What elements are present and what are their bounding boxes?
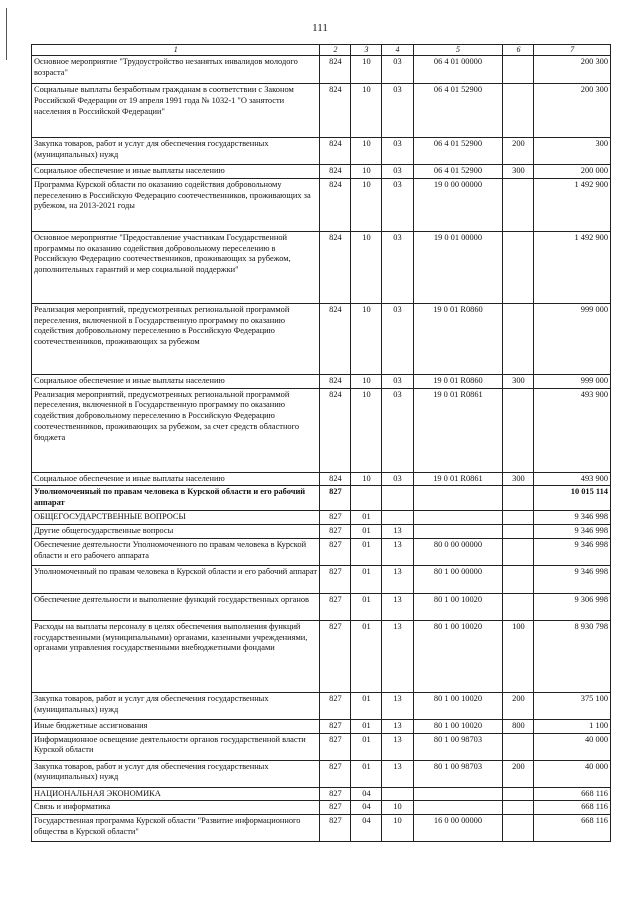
section-code-cell: 10 [351, 84, 382, 138]
budget-table [31, 44, 611, 842]
section-code-cell [351, 486, 382, 511]
expense-name-cell: Уполномоченный по правам человека в Курской области и его рабочий аппарат [32, 565, 320, 593]
expense-type-cell [503, 787, 534, 801]
subsection-code-cell: 03 [382, 165, 413, 179]
amount-cell: 40 000 [534, 733, 611, 760]
table-row [32, 692, 611, 719]
grbs-code-cell: 824 [320, 165, 351, 179]
expense-name-cell: Программа Курской области по оказанию содействия добровольному переселению в Российскую Федерацию соотечественников, проживающих за рубежом, на 2013-2021 годы [32, 178, 320, 231]
grbs-code-cell: 827 [320, 815, 351, 842]
amount-cell: 375 100 [534, 692, 611, 719]
target-article-cell: 16 0 00 00000 [413, 815, 503, 842]
subsection-code-cell: 03 [382, 56, 413, 84]
target-article-cell: 80 1 00 10020 [413, 719, 503, 733]
table-row [32, 303, 611, 374]
grbs-code-cell: 827 [320, 593, 351, 620]
table-row [32, 165, 611, 179]
section-code-cell: 01 [351, 525, 382, 539]
amount-cell: 9 346 998 [534, 538, 611, 565]
subsection-code-cell [382, 787, 413, 801]
expense-type-cell [503, 178, 534, 231]
section-code-cell: 01 [351, 692, 382, 719]
target-article-cell: 19 0 01 R0860 [413, 303, 503, 374]
table-row [32, 486, 611, 511]
expense-name-cell: Основное мероприятие "Трудоустройство незанятых инвалидов молодого возраста" [32, 56, 320, 84]
section-code-cell: 01 [351, 593, 382, 620]
target-article-cell: 19 0 00 00000 [413, 178, 503, 231]
subsection-code-cell: 13 [382, 565, 413, 593]
target-article-cell [413, 787, 503, 801]
table-row [32, 593, 611, 620]
expense-name-cell: Закупка товаров, работ и услуг для обеспечения государственных (муниципальных) нужд [32, 138, 320, 165]
amount-cell: 1 492 900 [534, 178, 611, 231]
left-margin-rule [6, 8, 7, 60]
table-row [32, 178, 611, 231]
expense-name-cell: НАЦИОНАЛЬНАЯ ЭКОНОМИКА [32, 787, 320, 801]
amount-cell: 493 900 [534, 388, 611, 472]
amount-cell: 8 930 798 [534, 620, 611, 692]
section-code-cell: 10 [351, 138, 382, 165]
expense-name-cell: Реализация мероприятий, предусмотренных региональной программой переселения, включенной в Государственную программу по оказанию содействия добровольному переселению в Российскую Федерацию соотечественников, проживающих за рубежом, за счет средств областного бюджета [32, 388, 320, 472]
table-row [32, 84, 611, 138]
expense-name-cell: Социальное обеспечение и иные выплаты населению [32, 165, 320, 179]
expense-type-cell: 800 [503, 719, 534, 733]
table-row [32, 801, 611, 815]
expense-type-cell [503, 486, 534, 511]
expense-type-cell [503, 538, 534, 565]
table-row [32, 787, 611, 801]
section-code-cell: 10 [351, 165, 382, 179]
table-row [32, 56, 611, 84]
grbs-code-cell: 827 [320, 692, 351, 719]
expense-name-cell: Иные бюджетные ассигнования [32, 719, 320, 733]
expense-name-cell: Закупка товаров, работ и услуг для обеспечения государственных (муниципальных) нужд [32, 692, 320, 719]
expense-type-cell [503, 801, 534, 815]
target-article-cell: 06 4 01 52900 [413, 84, 503, 138]
subsection-code-cell: 13 [382, 620, 413, 692]
target-article-cell: 80 1 00 98703 [413, 760, 503, 787]
target-article-cell: 06 4 01 00000 [413, 56, 503, 84]
expense-type-cell: 300 [503, 165, 534, 179]
subsection-code-cell [382, 486, 413, 511]
column-number: 6 [503, 45, 534, 56]
subsection-code-cell: 03 [382, 303, 413, 374]
amount-cell: 9 346 998 [534, 511, 611, 525]
subsection-code-cell: 03 [382, 178, 413, 231]
column-number: 3 [351, 45, 382, 56]
expense-type-cell [503, 56, 534, 84]
grbs-code-cell: 827 [320, 538, 351, 565]
expense-type-cell: 200 [503, 692, 534, 719]
grbs-code-cell: 827 [320, 565, 351, 593]
expense-name-cell: Другие общегосударственные вопросы [32, 525, 320, 539]
grbs-code-cell: 824 [320, 472, 351, 486]
grbs-code-cell: 824 [320, 388, 351, 472]
target-article-cell [413, 486, 503, 511]
target-article-cell: 06 4 01 52900 [413, 165, 503, 179]
grbs-code-cell: 827 [320, 801, 351, 815]
expense-name-cell: Закупка товаров, работ и услуг для обеспечения государственных (муниципальных) нужд [32, 760, 320, 787]
target-article-cell: 19 0 01 R0861 [413, 388, 503, 472]
expense-name-cell: Уполномоченный по правам человека в Курской области и его рабочий аппарат [32, 486, 320, 511]
subsection-code-cell: 03 [382, 472, 413, 486]
subsection-code-cell: 13 [382, 692, 413, 719]
amount-cell: 493 900 [534, 472, 611, 486]
target-article-cell [413, 801, 503, 815]
subsection-code-cell: 13 [382, 538, 413, 565]
section-code-cell: 10 [351, 388, 382, 472]
subsection-code-cell: 03 [382, 138, 413, 165]
table-row [32, 565, 611, 593]
section-code-cell: 10 [351, 56, 382, 84]
expense-type-cell [503, 303, 534, 374]
section-code-cell: 01 [351, 733, 382, 760]
target-article-cell: 80 1 00 10020 [413, 692, 503, 719]
grbs-code-cell: 827 [320, 511, 351, 525]
expense-name-cell: Информационное освещение деятельности органов государственной власти Курской области [32, 733, 320, 760]
grbs-code-cell: 827 [320, 525, 351, 539]
section-code-cell: 01 [351, 760, 382, 787]
section-code-cell: 01 [351, 719, 382, 733]
grbs-code-cell: 824 [320, 374, 351, 388]
table-row [32, 538, 611, 565]
grbs-code-cell: 827 [320, 486, 351, 511]
column-number: 7 [534, 45, 611, 56]
expense-name-cell: Связь и информатика [32, 801, 320, 815]
section-code-cell: 10 [351, 303, 382, 374]
section-code-cell: 04 [351, 787, 382, 801]
section-code-cell: 10 [351, 231, 382, 303]
grbs-code-cell: 824 [320, 231, 351, 303]
table-row [32, 733, 611, 760]
subsection-code-cell: 03 [382, 388, 413, 472]
section-code-cell: 01 [351, 511, 382, 525]
grbs-code-cell: 827 [320, 620, 351, 692]
target-article-cell: 80 1 00 98703 [413, 733, 503, 760]
expense-type-cell [503, 511, 534, 525]
subsection-code-cell: 03 [382, 84, 413, 138]
expense-name-cell: Социальное обеспечение и иные выплаты населению [32, 374, 320, 388]
table-row [32, 760, 611, 787]
amount-cell: 668 116 [534, 787, 611, 801]
amount-cell: 9 346 998 [534, 525, 611, 539]
target-article-cell: 80 1 00 10020 [413, 593, 503, 620]
expense-type-cell [503, 815, 534, 842]
subsection-code-cell: 13 [382, 760, 413, 787]
table-row [32, 719, 611, 733]
table-row [32, 620, 611, 692]
subsection-code-cell: 10 [382, 815, 413, 842]
table-row [32, 374, 611, 388]
target-article-cell: 19 0 01 00000 [413, 231, 503, 303]
amount-cell: 9 346 998 [534, 565, 611, 593]
section-code-cell: 04 [351, 801, 382, 815]
grbs-code-cell: 824 [320, 56, 351, 84]
column-number: 1 [32, 45, 320, 56]
amount-cell: 999 000 [534, 374, 611, 388]
column-number-row [32, 45, 611, 56]
amount-cell: 1 100 [534, 719, 611, 733]
expense-name-cell: Основное мероприятие "Предоставление участникам Государственной программы по оказанию содействия добровольному переселению в Российскую Федерацию соотечественников, проживающих за рубежом, дополнительных гарантий и мер социальной поддержки" [32, 231, 320, 303]
table-row [32, 231, 611, 303]
subsection-code-cell: 13 [382, 719, 413, 733]
target-article-cell: 06 4 01 52900 [413, 138, 503, 165]
expense-type-cell [503, 231, 534, 303]
amount-cell: 300 [534, 138, 611, 165]
subsection-code-cell: 03 [382, 374, 413, 388]
table-row [32, 388, 611, 472]
amount-cell: 668 116 [534, 815, 611, 842]
section-code-cell: 01 [351, 565, 382, 593]
amount-cell: 999 000 [534, 303, 611, 374]
column-number: 5 [413, 45, 503, 56]
amount-cell: 200 000 [534, 165, 611, 179]
section-code-cell: 10 [351, 178, 382, 231]
table-row [32, 511, 611, 525]
amount-cell: 40 000 [534, 760, 611, 787]
target-article-cell: 19 0 01 R0861 [413, 472, 503, 486]
grbs-code-cell: 824 [320, 178, 351, 231]
subsection-code-cell: 13 [382, 525, 413, 539]
expense-type-cell [503, 733, 534, 760]
expense-type-cell: 100 [503, 620, 534, 692]
grbs-code-cell: 824 [320, 138, 351, 165]
expense-name-cell: Обеспечение деятельности и выполнение функций государственных органов [32, 593, 320, 620]
expense-name-cell: Социальное обеспечение и иные выплаты населению [32, 472, 320, 486]
subsection-code-cell [382, 511, 413, 525]
grbs-code-cell: 827 [320, 719, 351, 733]
expense-type-cell [503, 593, 534, 620]
section-code-cell: 10 [351, 472, 382, 486]
grbs-code-cell: 824 [320, 84, 351, 138]
subsection-code-cell: 03 [382, 231, 413, 303]
table-row [32, 815, 611, 842]
target-article-cell: 80 1 00 10020 [413, 620, 503, 692]
column-number: 4 [382, 45, 413, 56]
amount-cell: 200 300 [534, 56, 611, 84]
section-code-cell: 10 [351, 374, 382, 388]
grbs-code-cell: 827 [320, 787, 351, 801]
expense-name-cell: Социальные выплаты безработным гражданам в соответствии с Законом Российской Федерации от 19 апреля 1991 года № 1032-1 "О занятости населения в Российской Федерации" [32, 84, 320, 138]
subsection-code-cell: 13 [382, 593, 413, 620]
grbs-code-cell: 824 [320, 303, 351, 374]
amount-cell: 200 300 [534, 84, 611, 138]
target-article-cell [413, 511, 503, 525]
subsection-code-cell: 10 [382, 801, 413, 815]
expense-type-cell: 200 [503, 760, 534, 787]
subsection-code-cell: 13 [382, 733, 413, 760]
expense-type-cell [503, 565, 534, 593]
expense-type-cell: 200 [503, 138, 534, 165]
section-code-cell: 01 [351, 620, 382, 692]
expense-name-cell: Обеспечение деятельности Уполномоченного по правам человека в Курской области и его рабочего аппарата [32, 538, 320, 565]
target-article-cell: 19 0 01 R0860 [413, 374, 503, 388]
expense-type-cell [503, 525, 534, 539]
budget-table-body [32, 45, 611, 842]
expense-type-cell [503, 388, 534, 472]
amount-cell: 668 116 [534, 801, 611, 815]
table-row [32, 472, 611, 486]
target-article-cell: 80 1 00 00000 [413, 565, 503, 593]
expense-name-cell: Расходы на выплаты персоналу в целях обеспечения выполнения функций государственными (муниципальными) органами, казенными учреждениями, органами управления государственными внебюджетными фондами [32, 620, 320, 692]
amount-cell: 10 015 114 [534, 486, 611, 511]
page-number: 111 [312, 22, 328, 34]
expense-type-cell [503, 84, 534, 138]
target-article-cell: 80 0 00 00000 [413, 538, 503, 565]
expense-name-cell: Реализация мероприятий, предусмотренных региональной программой переселения, включенной в Государственную программу по оказанию содействия добровольному переселению в Российскую Федерацию соотечественников, проживающих за рубежом [32, 303, 320, 374]
column-number: 2 [320, 45, 351, 56]
target-article-cell [413, 525, 503, 539]
expense-name-cell: ОБЩЕГОСУДАРСТВЕННЫЕ ВОПРОСЫ [32, 511, 320, 525]
table-row [32, 138, 611, 165]
section-code-cell: 01 [351, 538, 382, 565]
expense-name-cell: Государственная программа Курской области "Развитие информационного общества в Курской области" [32, 815, 320, 842]
grbs-code-cell: 827 [320, 733, 351, 760]
expense-type-cell: 300 [503, 374, 534, 388]
grbs-code-cell: 827 [320, 760, 351, 787]
table-row [32, 525, 611, 539]
expense-type-cell: 300 [503, 472, 534, 486]
amount-cell: 1 492 900 [534, 231, 611, 303]
amount-cell: 9 306 998 [534, 593, 611, 620]
section-code-cell: 04 [351, 815, 382, 842]
